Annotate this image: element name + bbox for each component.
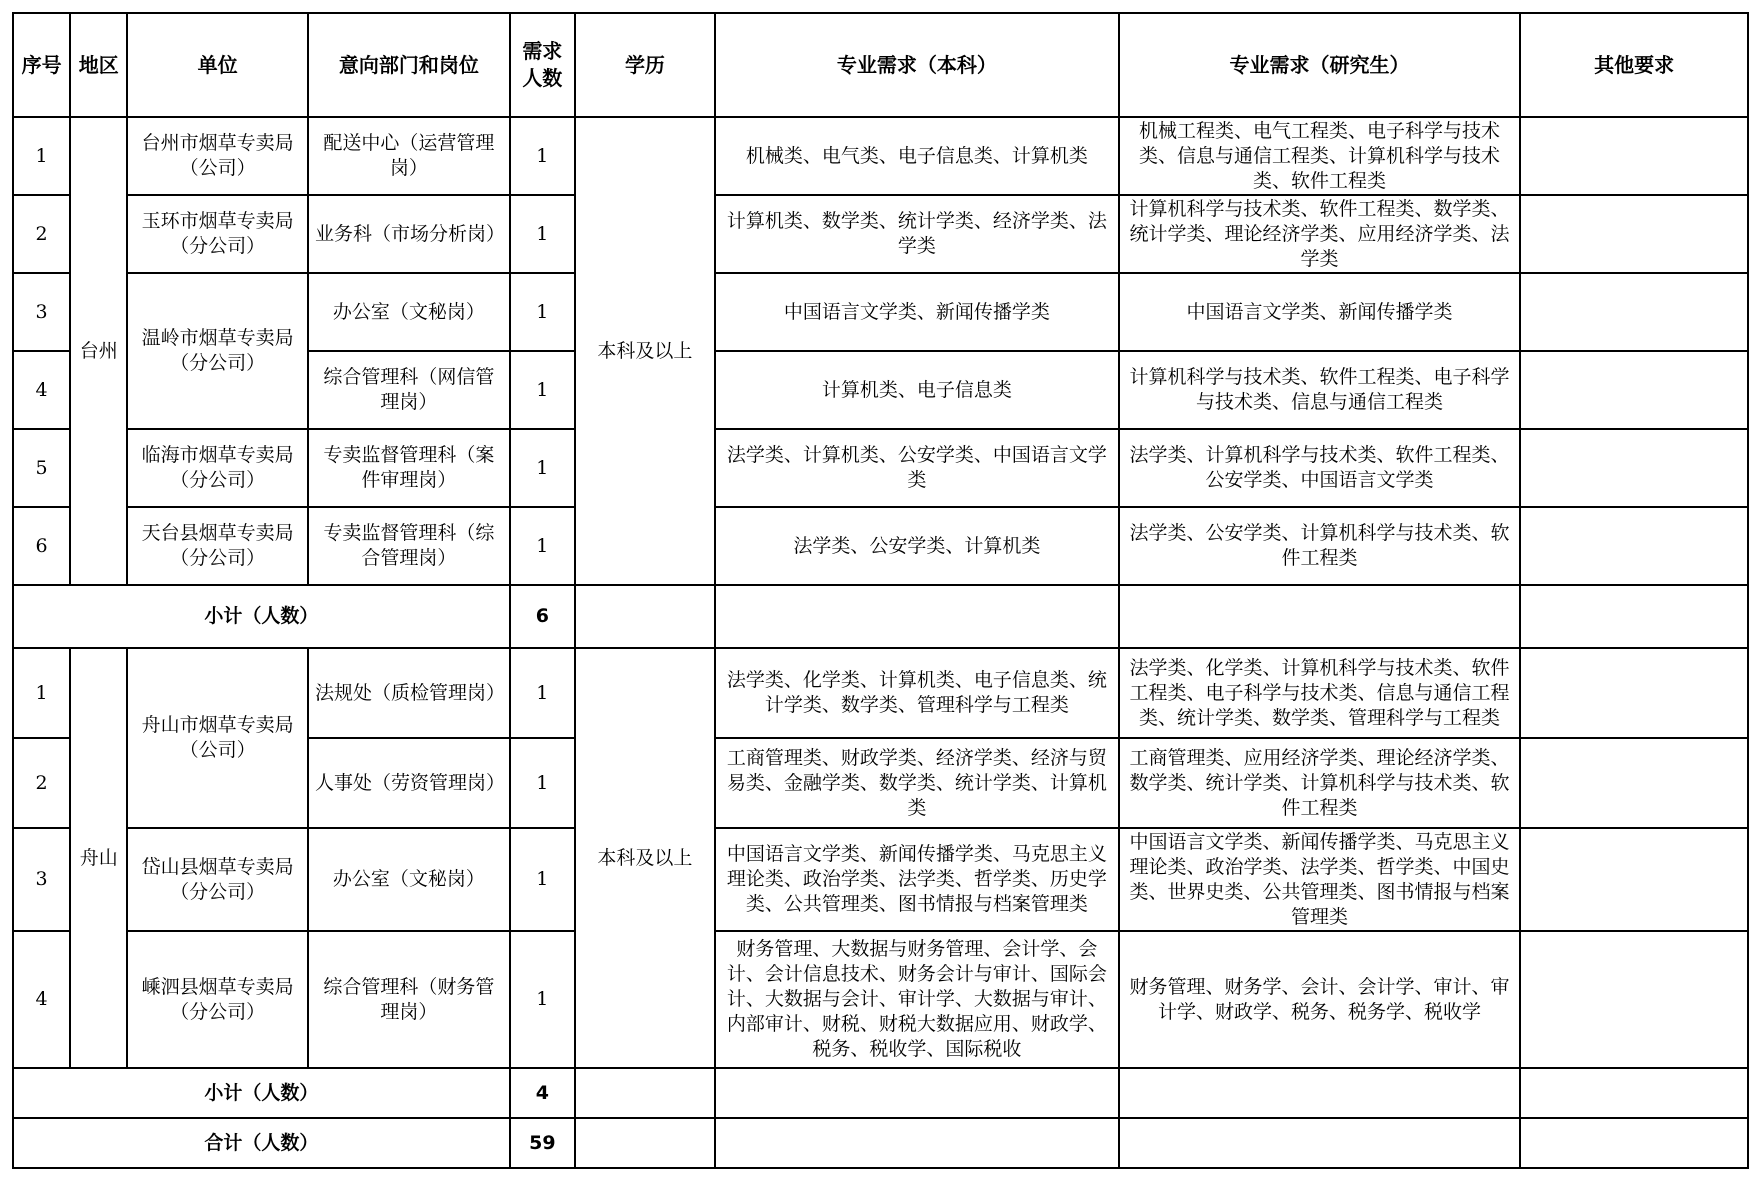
cell-count: 1 bbox=[510, 429, 575, 507]
cell-count: 1 bbox=[510, 273, 575, 351]
cell-bachelor: 计算机类、数学类、统计学类、经济学类、法学类 bbox=[715, 195, 1119, 273]
cell-bachelor: 财务管理、大数据与财务管理、会计学、会计、会计信息技术、财务会计与审计、国际会计、大数据与会计、审计学、大数据与审计、内部审计、财税、财税大数据应用、财政学、税务、税收学、国际税收 bbox=[715, 931, 1119, 1068]
cell-bachelor: 法学类、计算机类、公安学类、中国语言文学类 bbox=[715, 429, 1119, 507]
cell-unit: 临海市烟草专卖局（分公司） bbox=[127, 429, 308, 507]
subtotal-label: 小计（人数） bbox=[13, 585, 510, 648]
empty-cell bbox=[715, 585, 1119, 648]
cell-other bbox=[1520, 273, 1748, 351]
cell-dept: 法规处（质检管理岗） bbox=[308, 648, 510, 738]
cell-count: 1 bbox=[510, 931, 575, 1068]
cell-seq: 3 bbox=[13, 273, 70, 351]
header-edu: 学历 bbox=[575, 13, 715, 117]
table-row bbox=[13, 117, 1748, 195]
subtotal-label: 小计（人数） bbox=[13, 1068, 510, 1118]
cell-other bbox=[1520, 648, 1748, 738]
table-row bbox=[13, 931, 1748, 1068]
cell-edu-zhoushan: 本科及以上 bbox=[575, 648, 715, 1068]
cell-grad: 机械工程类、电气工程类、电子科学与技术类、信息与通信工程类、计算机科学与技术类、软件工程类 bbox=[1119, 117, 1521, 195]
cell-unit: 岱山县烟草专卖局（分公司） bbox=[127, 828, 308, 931]
empty-cell bbox=[1520, 1068, 1748, 1118]
header-major-bachelor: 专业需求（本科） bbox=[715, 13, 1119, 117]
total-value: 59 bbox=[510, 1118, 575, 1168]
table-row bbox=[13, 828, 1748, 931]
cell-grad: 法学类、计算机科学与技术类、软件工程类、公安学类、中国语言文学类 bbox=[1119, 429, 1521, 507]
cell-dept: 办公室（文秘岗） bbox=[308, 828, 510, 931]
cell-bachelor: 中国语言文学类、新闻传播学类、马克思主义理论类、政治学类、法学类、哲学类、历史学类、公共管理类、图书情报与档案管理类 bbox=[715, 828, 1119, 931]
cell-count: 1 bbox=[510, 507, 575, 585]
cell-other bbox=[1520, 429, 1748, 507]
recruitment-table bbox=[12, 12, 1749, 1169]
cell-seq: 2 bbox=[13, 195, 70, 273]
cell-unit: 玉环市烟草专卖局（分公司） bbox=[127, 195, 308, 273]
cell-other bbox=[1520, 507, 1748, 585]
cell-bachelor: 法学类、公安学类、计算机类 bbox=[715, 507, 1119, 585]
cell-seq: 5 bbox=[13, 429, 70, 507]
cell-seq: 1 bbox=[13, 648, 70, 738]
cell-dept: 人事处（劳资管理岗） bbox=[308, 738, 510, 828]
cell-grad: 工商管理类、应用经济学类、理论经济学类、数学类、统计学类、计算机科学与技术类、软件工程类 bbox=[1119, 738, 1521, 828]
header-count: 需求人数 bbox=[510, 13, 575, 117]
cell-other bbox=[1520, 828, 1748, 931]
cell-other bbox=[1520, 931, 1748, 1068]
cell-grad: 计算机科学与技术类、软件工程类、电子科学与技术类、信息与通信工程类 bbox=[1119, 351, 1521, 429]
cell-count: 1 bbox=[510, 738, 575, 828]
cell-dept: 专卖监督管理科（案件审理岗） bbox=[308, 429, 510, 507]
subtotal-row bbox=[13, 1068, 1748, 1118]
empty-cell bbox=[575, 1068, 715, 1118]
cell-grad: 计算机科学与技术类、软件工程类、数学类、统计学类、理论经济学类、应用经济学类、法学类 bbox=[1119, 195, 1521, 273]
table-row bbox=[13, 507, 1748, 585]
cell-unit: 嵊泗县烟草专卖局（分公司） bbox=[127, 931, 308, 1068]
cell-count: 1 bbox=[510, 648, 575, 738]
header-seq: 序号 bbox=[13, 13, 70, 117]
cell-unit: 台州市烟草专卖局（公司） bbox=[127, 117, 308, 195]
cell-grad: 财务管理、财务学、会计、会计学、审计、审计学、财政学、税务、税务学、税收学 bbox=[1119, 931, 1521, 1068]
cell-unit: 天台县烟草专卖局（分公司） bbox=[127, 507, 308, 585]
cell-seq: 3 bbox=[13, 828, 70, 931]
table-row bbox=[13, 648, 1748, 738]
cell-seq: 4 bbox=[13, 351, 70, 429]
cell-grad: 中国语言文学类、新闻传播学类 bbox=[1119, 273, 1521, 351]
header-region: 地区 bbox=[70, 13, 127, 117]
cell-dept: 专卖监督管理科（综合管理岗） bbox=[308, 507, 510, 585]
cell-unit: 舟山市烟草专卖局（公司） bbox=[127, 648, 308, 828]
cell-bachelor: 中国语言文学类、新闻传播学类 bbox=[715, 273, 1119, 351]
empty-cell bbox=[1119, 1118, 1521, 1168]
cell-bachelor: 计算机类、电子信息类 bbox=[715, 351, 1119, 429]
cell-edu-taizhou: 本科及以上 bbox=[575, 117, 715, 585]
empty-cell bbox=[1520, 1118, 1748, 1168]
cell-dept: 配送中心（运营管理岗） bbox=[308, 117, 510, 195]
cell-seq: 6 bbox=[13, 507, 70, 585]
cell-other bbox=[1520, 351, 1748, 429]
cell-dept: 业务科（市场分析岗） bbox=[308, 195, 510, 273]
cell-bachelor: 机械类、电气类、电子信息类、计算机类 bbox=[715, 117, 1119, 195]
empty-cell bbox=[1119, 1068, 1521, 1118]
cell-count: 1 bbox=[510, 117, 575, 195]
header-unit: 单位 bbox=[127, 13, 308, 117]
cell-region-zhoushan: 舟山 bbox=[70, 648, 127, 1068]
empty-cell bbox=[715, 1068, 1119, 1118]
subtotal-value: 6 bbox=[510, 585, 575, 648]
table-row bbox=[13, 429, 1748, 507]
cell-seq: 2 bbox=[13, 738, 70, 828]
cell-bachelor: 工商管理类、财政学类、经济学类、经济与贸易类、金融学类、数学类、统计学类、计算机类 bbox=[715, 738, 1119, 828]
empty-cell bbox=[1119, 585, 1521, 648]
cell-other bbox=[1520, 738, 1748, 828]
total-label: 合计（人数） bbox=[13, 1118, 510, 1168]
empty-cell bbox=[575, 585, 715, 648]
cell-region-taizhou: 台州 bbox=[70, 117, 127, 585]
cell-count: 1 bbox=[510, 828, 575, 931]
table-row bbox=[13, 195, 1748, 273]
header-major-grad: 专业需求（研究生） bbox=[1119, 13, 1521, 117]
empty-cell bbox=[575, 1118, 715, 1168]
subtotal-row bbox=[13, 585, 1748, 648]
cell-bachelor: 法学类、化学类、计算机类、电子信息类、统计学类、数学类、管理科学与工程类 bbox=[715, 648, 1119, 738]
cell-dept: 办公室（文秘岗） bbox=[308, 273, 510, 351]
header-row bbox=[13, 13, 1748, 117]
cell-seq: 4 bbox=[13, 931, 70, 1068]
cell-grad: 法学类、公安学类、计算机科学与技术类、软件工程类 bbox=[1119, 507, 1521, 585]
empty-cell bbox=[715, 1118, 1119, 1168]
header-other: 其他要求 bbox=[1520, 13, 1748, 117]
cell-count: 1 bbox=[510, 195, 575, 273]
empty-cell bbox=[1520, 585, 1748, 648]
cell-grad: 法学类、化学类、计算机科学与技术类、软件工程类、电子科学与技术类、信息与通信工程类、统计学类、数学类、管理科学与工程类 bbox=[1119, 648, 1521, 738]
cell-dept: 综合管理科（财务管理岗） bbox=[308, 931, 510, 1068]
subtotal-value: 4 bbox=[510, 1068, 575, 1118]
cell-other bbox=[1520, 195, 1748, 273]
total-row bbox=[13, 1118, 1748, 1168]
cell-count: 1 bbox=[510, 351, 575, 429]
cell-grad: 中国语言文学类、新闻传播学类、马克思主义理论类、政治学类、法学类、哲学类、中国史类、世界史类、公共管理类、图书情报与档案管理类 bbox=[1119, 828, 1521, 931]
cell-dept: 综合管理科（网信管理岗） bbox=[308, 351, 510, 429]
cell-other bbox=[1520, 117, 1748, 195]
cell-seq: 1 bbox=[13, 117, 70, 195]
table-row bbox=[13, 273, 1748, 351]
cell-unit: 温岭市烟草专卖局（分公司） bbox=[127, 273, 308, 429]
header-dept: 意向部门和岗位 bbox=[308, 13, 510, 117]
